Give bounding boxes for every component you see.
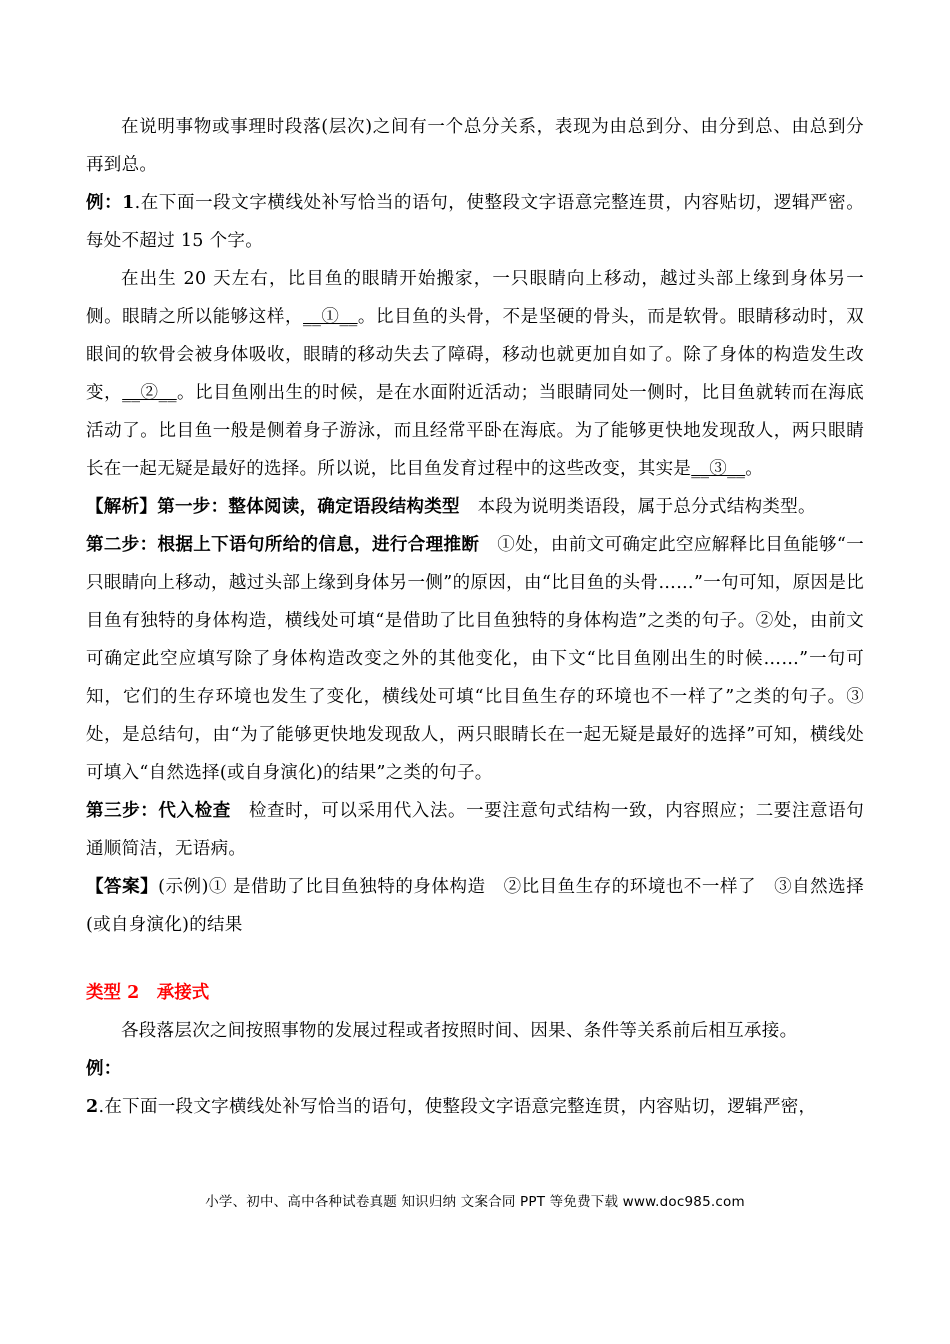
example1-prompt-text: .在下面一段文字横线处补写恰当的语句，使整段文字语意完整连贯，内容贴切，逻辑严密。每处不超过 15 个字。 (86, 193, 865, 251)
answer-text: (示例)① 是借助了比目鱼独特的身体构造 ②比目鱼生存的环境也不一样了 ③自然选择(或自身演化)的结果 (86, 877, 865, 935)
analysis-step2-text: ①处，由前文可确定此空应解释比目鱼能够“一只眼睛向上移动，越过头部上缘到身体另一侧”的原因，由“比目鱼的头骨……”一句可知，原因是比目鱼有独特的身体构造，横线处可填“是借助了比目鱼独特的身体构造”之类的句子。②处，由前文可确定此空应填写除了身体构造改变之外的其他变化，由下文“比目鱼刚出生的时候……”一句可知，它们的生存环境也发生了变化，横线处可填“比目鱼生存的环境也不一样了”之类的句子。③处，是总结句，由“为了能够更快地发现敌人，两只眼睛长在一起无疑是最好的选择”可知，横线处可填入“自然选择(或自身演化)的结果”之类的句子。 (86, 535, 864, 783)
passage-part-a: 在出生 20 天左右，比目鱼的眼睛开始搬家，一只眼睛向上移动，越过头部上缘到身体另一侧。眼睛之所以能够这样， (86, 269, 864, 327)
passage-part-d: 。 (745, 459, 764, 479)
analysis-step3-text: 检查时，可以采用代入法。一要注意句式结构一致，内容照应；二要注意语句通顺简洁，无语病。 (86, 801, 865, 859)
example1-prompt (86, 184, 864, 260)
answer-paragraph (86, 868, 864, 944)
page-footer: 小学、初中、高中各种试卷真题 知识归纳 文案合同 PPT 等免费下载 www.doc985.com (205, 1194, 745, 1210)
analysis-step1 (86, 488, 864, 526)
analysis-step2-label: 第二步：根据上下语句所给的信息，进行合理推断 (86, 535, 480, 555)
analysis-step2 (86, 526, 864, 792)
example1-passage (86, 260, 864, 488)
intro-paragraph: 在说明事物或事理时段落(层次)之间有一个总分关系，表现为由总到分、由分到总、由总到分再到总。 (86, 117, 864, 175)
blank-1: __①__ (303, 307, 358, 327)
type2-description: 各段落层次之间按照事物的发展过程或者按照时间、因果、条件等关系前后相互承接。 (121, 1021, 798, 1041)
passage-part-b: 。比目鱼的头骨，不是坚硬的骨头，而是软骨。眼睛移动时，双眼间的软骨会被身体吸收，眼睛的移动失去了障碍，移动也就更加自如了。除了身体的构造发生改变， (86, 307, 864, 403)
analysis-step1-text: 本段为说明类语段，属于总分式结构类型。 (459, 497, 816, 517)
question2-text: .在下面一段文字横线处补写恰当的语句，使整段文字语意完整连贯，内容贴切，逻辑严密， (98, 1097, 817, 1117)
question2-number: 2 (86, 1097, 99, 1117)
analysis-step3 (86, 792, 864, 868)
type2-example-label: 例： (86, 1059, 122, 1079)
type2-title: 类型 2 承接式 (86, 983, 210, 1003)
analysis-step1-label: 【解析】第一步：整体阅读，确定语段结构类型 (86, 497, 460, 517)
blank-3: __③__ (691, 459, 746, 479)
answer-label: 【答案】 (86, 877, 159, 897)
passage-part-c: 。比目鱼刚出生的时候，是在水面附近活动；当眼睛同处一侧时，比目鱼就转而在海底活动了。比目鱼一般是侧着身子游泳，而且经常平卧在海底。为了能够更快地发现敌人，两只眼睛长在一起无疑是最好的选择。所以说，比目鱼发育过程中的这些改变，其实是 (86, 383, 864, 479)
question2-prompt (86, 1088, 864, 1126)
blank-2: __②__ (122, 383, 177, 403)
example1-label: 例：1 (86, 193, 135, 213)
analysis-step3-label: 第三步：代入检查 (86, 801, 231, 821)
